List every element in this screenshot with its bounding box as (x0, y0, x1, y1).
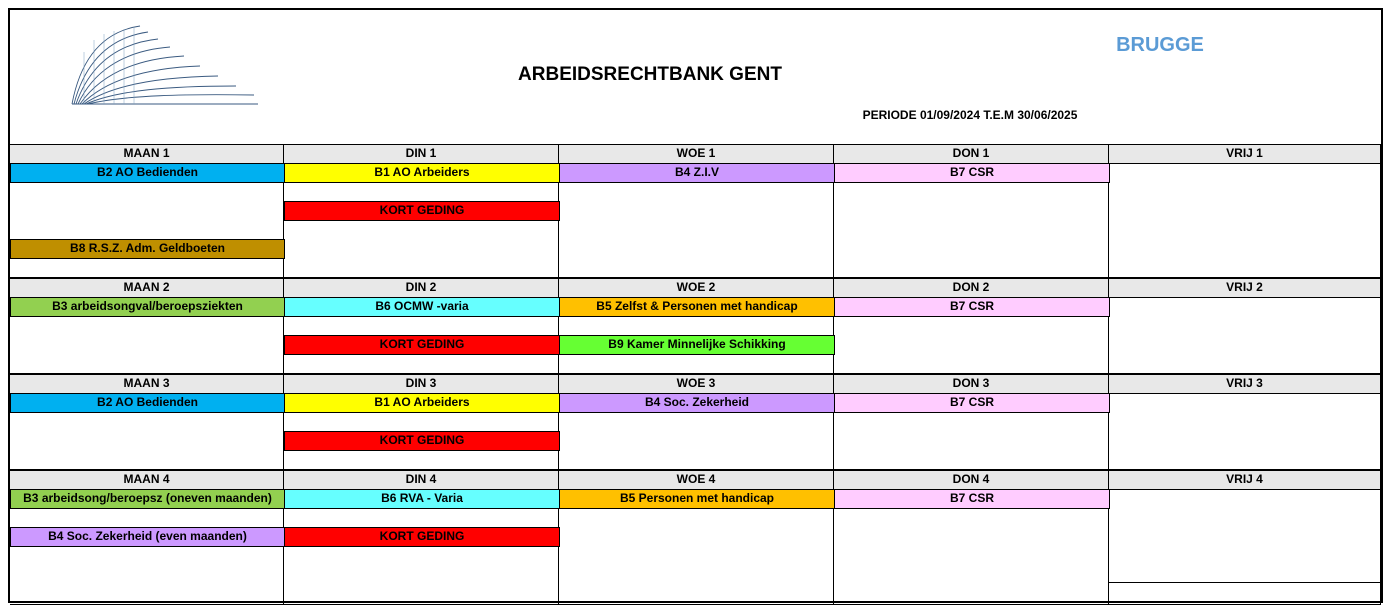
day-cell (1109, 297, 1381, 374)
day-header: VRIJ 4 (1109, 470, 1381, 490)
chamber-slot[interactable]: B7 CSR (834, 163, 1110, 183)
chamber-slot[interactable]: B5 Personen met handicap (559, 489, 835, 509)
chamber-slot[interactable]: KORT GEDING (284, 335, 560, 355)
chamber-slot[interactable]: B3 arbeidsong/beroepsz (oneven maanden) (10, 489, 285, 509)
chamber-slot[interactable]: B3 arbeidsongval/beroepsziekten (10, 297, 285, 317)
day-header: WOE 2 (559, 278, 834, 298)
day-header: MAAN 3 (10, 374, 284, 394)
day-header: MAAN 1 (10, 144, 284, 164)
day-header: DON 3 (834, 374, 1109, 394)
day-header: DIN 2 (284, 278, 559, 298)
day-cell (1109, 489, 1381, 605)
chamber-slot[interactable]: B2 AO Bedienden (10, 393, 285, 413)
day-header: VRIJ 2 (1109, 278, 1381, 298)
chamber-slot[interactable]: B6 OCMW -varia (284, 297, 560, 317)
chamber-slot[interactable]: B1 AO Arbeiders (284, 163, 560, 183)
sheet-header (10, 10, 1381, 144)
day-header: DIN 4 (284, 470, 559, 490)
day-header: DON 1 (834, 144, 1109, 164)
chamber-slot[interactable]: B5 Zelfst & Personen met handicap (559, 297, 835, 317)
chamber-slot[interactable]: KORT GEDING (284, 527, 560, 547)
day-header: VRIJ 3 (1109, 374, 1381, 394)
court-title: ARBEIDSRECHTBANK GENT (518, 64, 782, 85)
day-header: WOE 3 (559, 374, 834, 394)
cell-divider (1109, 582, 1381, 583)
chamber-slot[interactable]: KORT GEDING (284, 431, 560, 451)
chamber-slot[interactable]: B2 AO Bedienden (10, 163, 285, 183)
day-header: MAAN 4 (10, 470, 284, 490)
day-header: WOE 1 (559, 144, 834, 164)
period-label: PERIODE 01/09/2024 T.E.M 30/06/2025 (862, 108, 1078, 122)
chamber-slot[interactable]: B7 CSR (834, 393, 1110, 413)
day-header: DON 4 (834, 470, 1109, 490)
chamber-slot[interactable]: B1 AO Arbeiders (284, 393, 560, 413)
chamber-slot[interactable]: B4 Soc. Zekerheid (even maanden) (10, 527, 285, 547)
court-building-logo (70, 22, 260, 106)
day-header: DIN 1 (284, 144, 559, 164)
chamber-slot[interactable]: B4 Z.I.V (559, 163, 835, 183)
chamber-slot[interactable]: B7 CSR (834, 297, 1110, 317)
day-header: WOE 4 (559, 470, 834, 490)
chamber-slot[interactable]: B7 CSR (834, 489, 1110, 509)
day-header: DON 2 (834, 278, 1109, 298)
chamber-slot[interactable]: B4 Soc. Zekerheid (559, 393, 835, 413)
day-header: MAAN 2 (10, 278, 284, 298)
chamber-slot[interactable]: B9 Kamer Minnelijke Schikking (559, 335, 835, 355)
chamber-slot[interactable]: B8 R.S.Z. Adm. Geldboeten (10, 239, 285, 259)
day-cell (1109, 163, 1381, 278)
day-header: DIN 3 (284, 374, 559, 394)
schedule-sheet (8, 8, 1383, 603)
city-label: BRUGGE (1116, 34, 1204, 56)
day-header: VRIJ 1 (1109, 144, 1381, 164)
chamber-slot[interactable]: B6 RVA - Varia (284, 489, 560, 509)
chamber-slot[interactable]: KORT GEDING (284, 201, 560, 221)
day-cell (1109, 393, 1381, 470)
